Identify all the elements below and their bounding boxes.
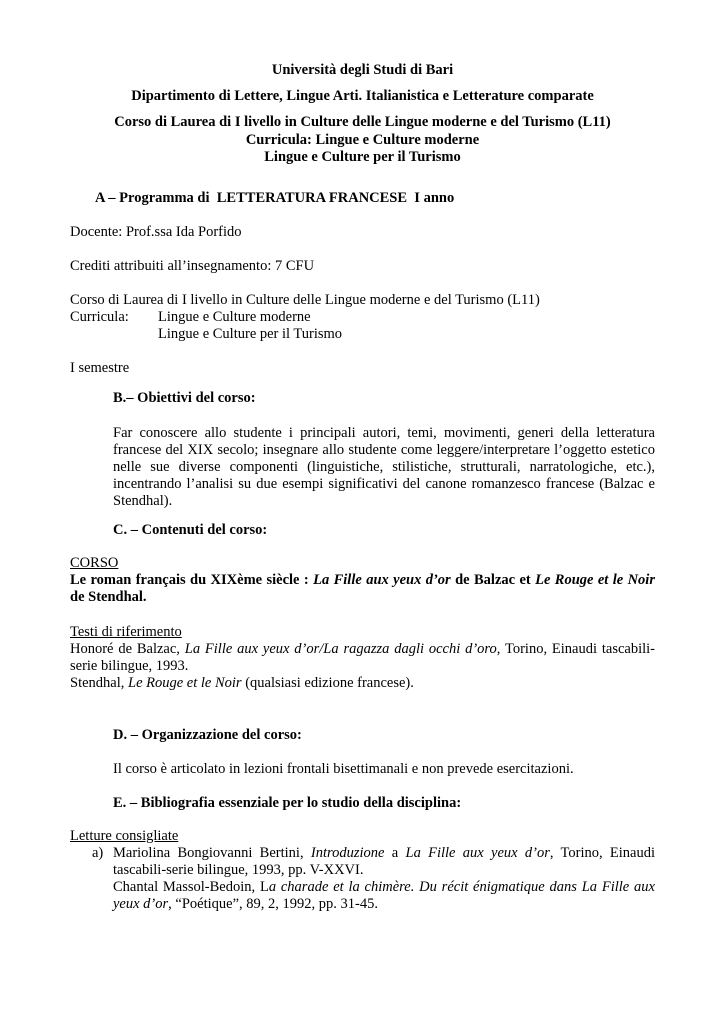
header-curricula-line2: Lingue e Culture per il Turismo — [264, 149, 461, 165]
text-run: de Balzac et — [450, 572, 536, 588]
book-title: Le Rouge et le Noir — [535, 572, 655, 588]
book-title: La Fille aux yeux d’or/La ragazza dagli occhi d’oro — [184, 641, 497, 657]
text-run: de Stendhal. — [70, 589, 147, 605]
corso-label: CORSO — [70, 555, 119, 571]
testi-label: Testi di riferimento — [70, 624, 182, 640]
letture-label: Letture consigliate — [70, 828, 179, 844]
section-b-body: Far conoscere allo studente i principali autori, temi, movimenti, generi della letteratura francese del XIX secolo; insegnare allo studente come leggere/interpretare l’oggetto estetico nelle sue diverse componenti (linguistiche, stilistiche, strutturali, narratologiche, etc.), incentrando l’analisi su due esempi significativi del canone romanzesco francese (Balzac e Stendhal). — [113, 425, 655, 509]
curricula-option-1: Lingue e Culture moderne — [158, 309, 311, 325]
section-c-title: C. – Contenuti del corso: — [113, 522, 268, 538]
text-run: (qualsiasi edizione francese). — [241, 675, 414, 691]
text-run: , Torino, Einaudi tascabili-serie bilingue, 1993. — [70, 641, 655, 674]
text-run: Honoré de Balzac, — [70, 641, 185, 657]
bibliography-ref-1 — [113, 845, 655, 879]
course-description — [70, 572, 655, 606]
book-title: La Fille aux yeux d’or — [313, 572, 451, 588]
bibliography-ref-2 — [113, 879, 655, 913]
book-title: Le Rouge et le Noir — [128, 675, 242, 691]
text-run: , “Poétique”, 89, 2, 1992, pp. 31-45. — [168, 896, 378, 912]
header-university: Università degli Studi di Bari — [271, 62, 454, 78]
header-curricula-line1: Curricula: Lingue e Culture moderne — [245, 132, 480, 148]
program-title: A – Programma di LETTERATURA FRANCESE I anno — [95, 190, 455, 206]
curricula-label: Curricula: — [70, 309, 129, 325]
reference-text-1 — [70, 641, 655, 675]
semester-line: I semestre — [70, 360, 130, 376]
bibliography-item-a — [70, 845, 655, 913]
section-e-title: E. – Bibliografia essenziale per lo studio della disciplina: — [113, 795, 462, 811]
text-run: Chantal Massol-Bedoin, L — [113, 879, 269, 895]
book-title: a charade et la chimère. Du récit énigmatique dans La Fille aux yeux d’or — [113, 879, 655, 912]
book-title: Introduzione — [310, 845, 385, 861]
section-b-title: B.– Obiettivi del corso: — [113, 390, 256, 406]
text-run: Mariolina Bongiovanni Bertini, — [113, 845, 311, 861]
text-run: Le roman français du XIXème siècle : — [70, 572, 314, 588]
crediti-line: Crediti attribuiti all’insegnamento: 7 CFU — [70, 258, 315, 274]
section-d-title: D. – Organizzazione del corso: — [113, 727, 302, 743]
list-marker: a) — [92, 845, 104, 861]
docente-line: Docente: Prof.ssa Ida Porfido — [70, 224, 242, 240]
section-d-body: Il corso è articolato in lezioni frontali bisettimanali e non prevede esercitazioni. — [113, 761, 574, 777]
text-run: , Torino, Einaudi tascabili-serie bilingue, 1993, pp. V-XXVI. — [113, 845, 655, 878]
text-run: a — [384, 845, 406, 861]
text-run: Stendhal, — [70, 675, 128, 691]
curricula-row — [70, 309, 655, 326]
degree-line: Corso di Laurea di I livello in Culture delle Lingue moderne e del Turismo (L11) — [70, 292, 540, 308]
book-title: La Fille aux yeux d’or — [405, 845, 550, 861]
curricula-option-2: Lingue e Culture per il Turismo — [158, 326, 343, 342]
reference-text-2 — [70, 675, 655, 692]
header-degree: Corso di Laurea di I livello in Culture delle Lingue moderne e del Turismo (L11) — [114, 114, 611, 130]
header-department: Dipartimento di Lettere, Lingue Arti. Italianistica e Letterature comparate — [131, 88, 594, 104]
